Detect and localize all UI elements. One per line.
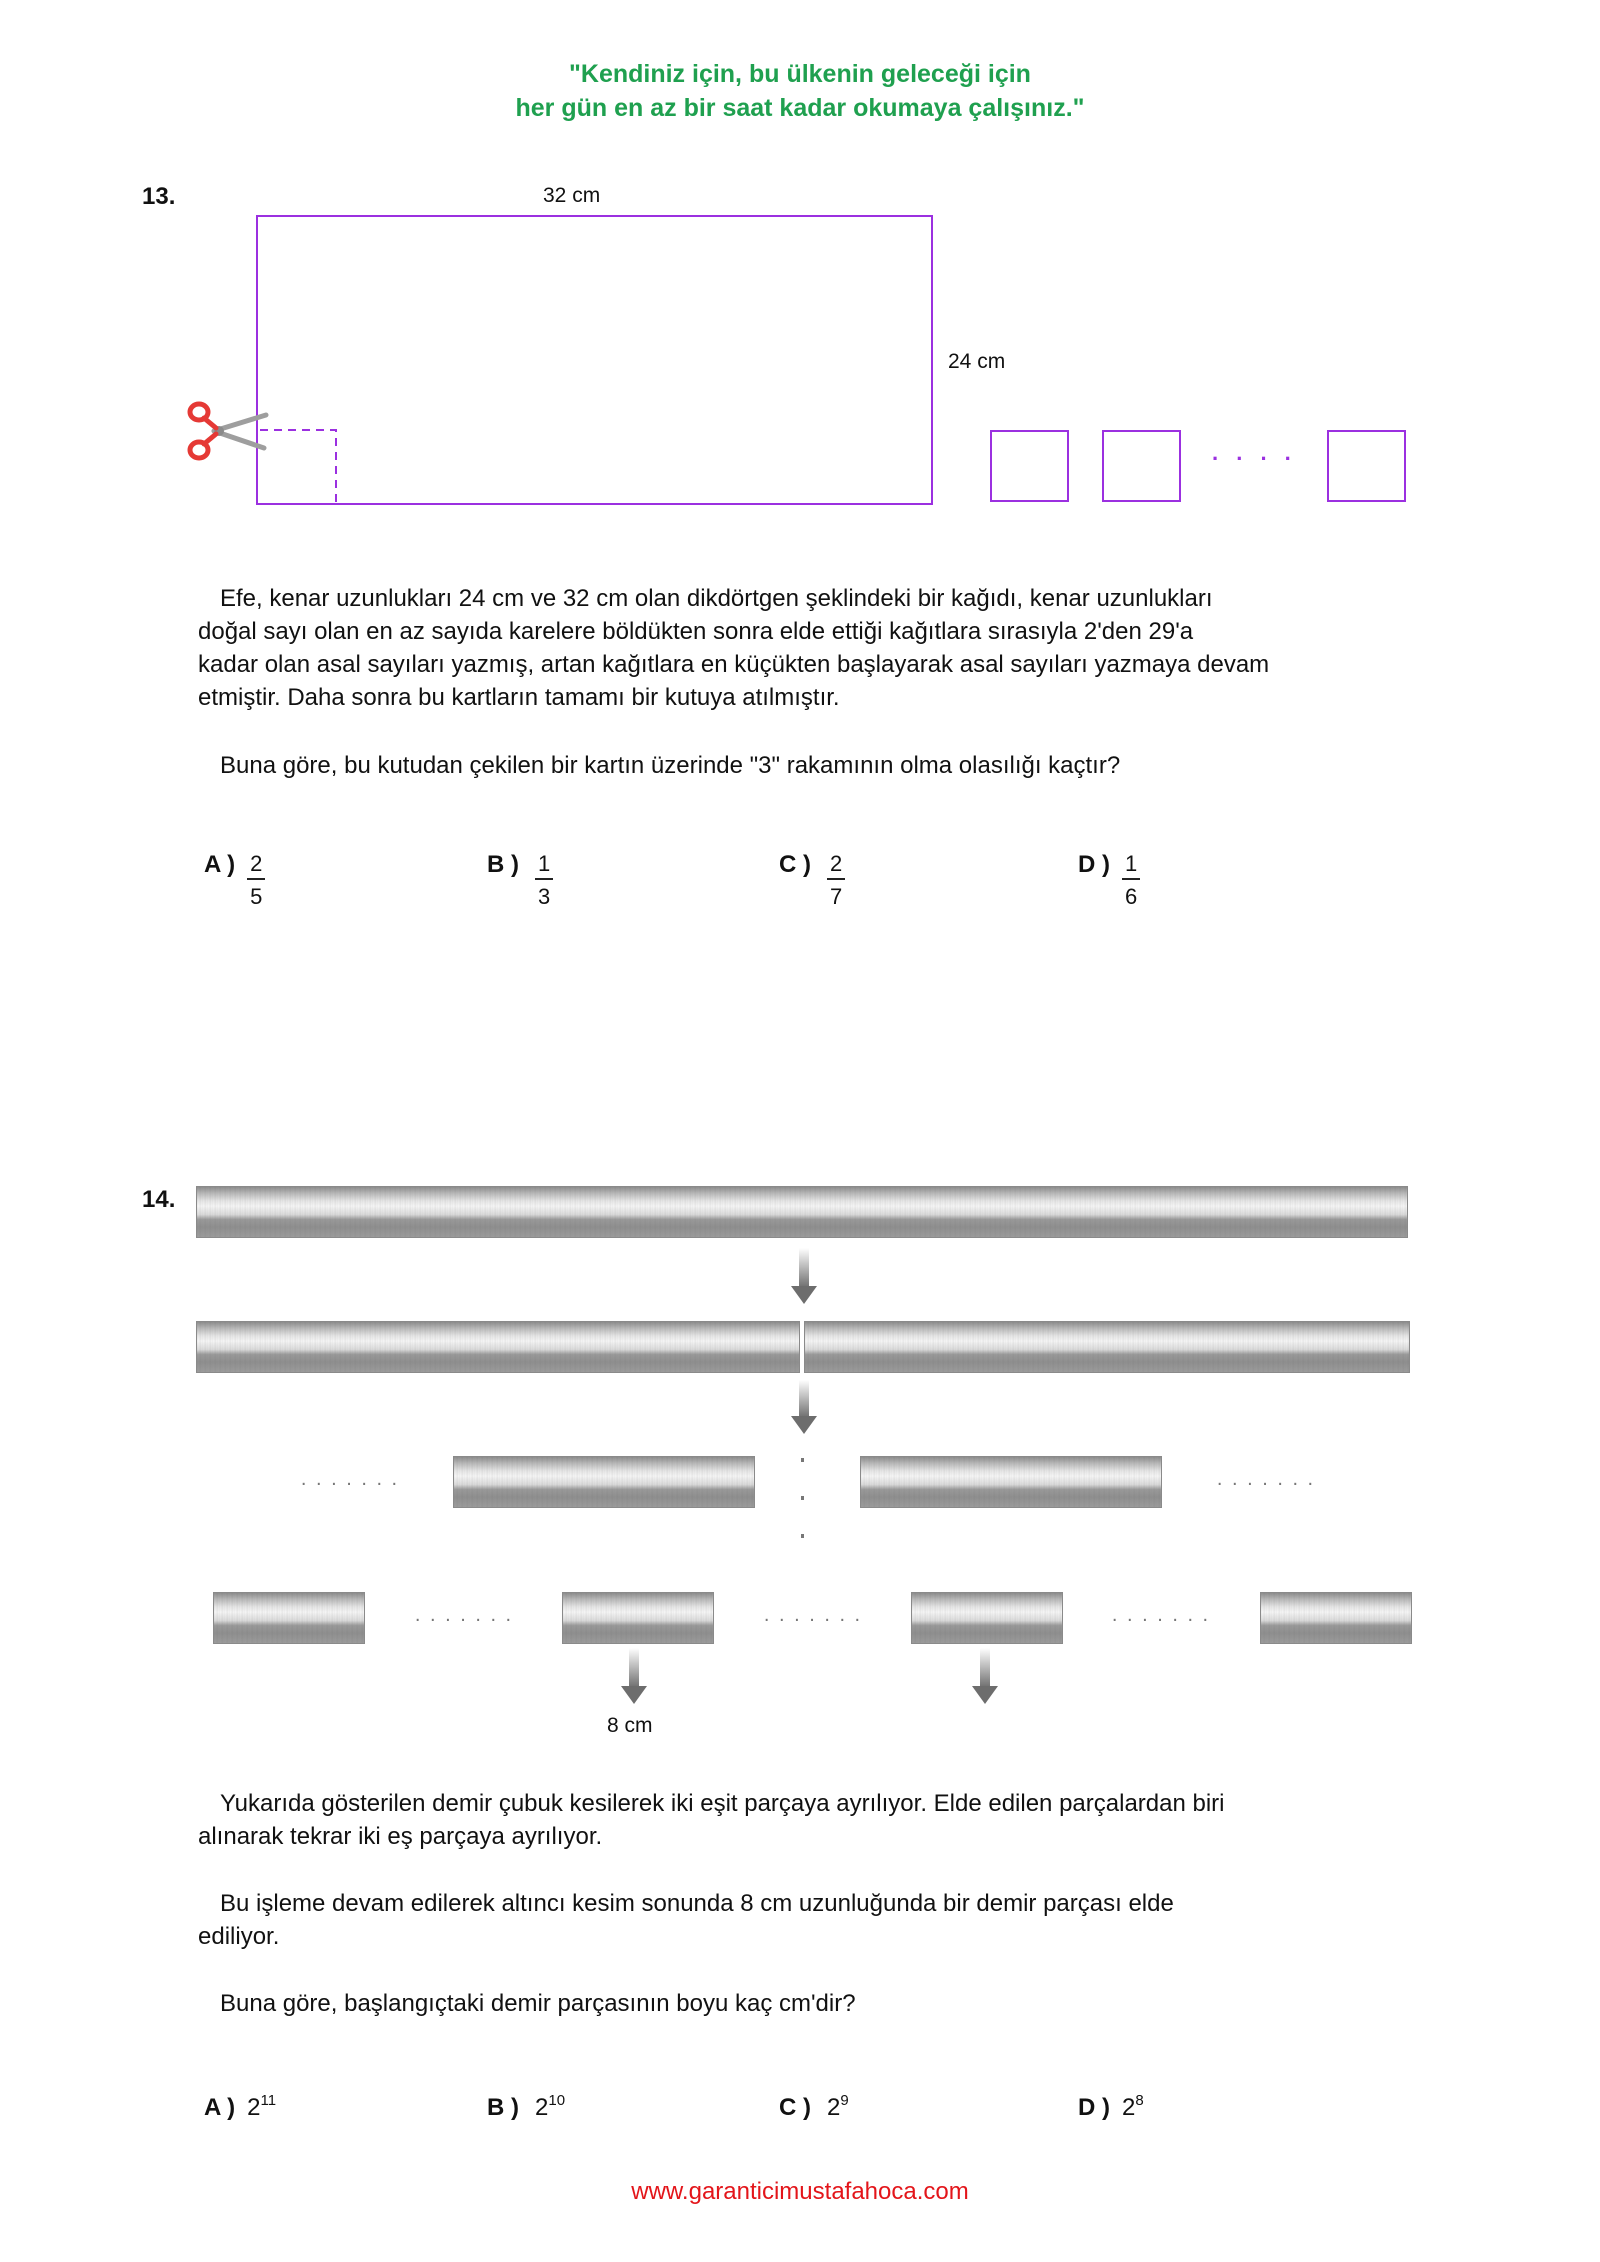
- height-label: 24 cm: [948, 350, 1006, 373]
- q13-line-3: kadar olan asal sayıları yazmış, artan kağıtlara en küçükten başlayarak asal sayıları yazmaya devam: [198, 651, 1270, 678]
- exponent: 9: [840, 2092, 849, 2109]
- small-square-2: [1102, 430, 1181, 502]
- exponent: 10: [548, 2092, 566, 2109]
- motto-line-2: her gün en az bir saat kadar okumaya çalışınız.": [515, 94, 1085, 122]
- base: 2: [247, 2094, 261, 2121]
- fraction: [535, 851, 553, 910]
- iron-rod-small-1: [213, 1592, 365, 1644]
- iron-rod-small-4: [1260, 1592, 1412, 1644]
- base: 2: [535, 2094, 549, 2121]
- iron-rod-full: [196, 1186, 1408, 1238]
- power-value: [535, 2092, 565, 2122]
- denominator: 3: [538, 884, 551, 909]
- small-square-1: [990, 430, 1069, 502]
- numerator: 1: [1122, 851, 1140, 880]
- q14-question: Buna göre, başlangıçtaki demir parçasının boyu kaç cm'dir?: [220, 1990, 856, 2017]
- row4-dots-2: . . . . . . .: [763, 1604, 863, 1626]
- iron-rod-half-left: [196, 1321, 800, 1373]
- row3-right-dots: . . . . . . .: [1216, 1468, 1316, 1490]
- q13-option-d[interactable]: [1078, 851, 1140, 910]
- denominator: 5: [250, 884, 263, 909]
- question-13-number: 13.: [142, 183, 176, 210]
- q14-p2-line-2: ediliyor.: [198, 1923, 280, 1950]
- q13-line-2: doğal sayı olan en az sayıda karelere böldükten sonra elde ettiği kağıtlara sırasıyla 2'den 29'a: [198, 618, 1194, 645]
- option-letter: A ): [204, 2094, 236, 2121]
- down-arrow-icon: [971, 1648, 999, 1706]
- fraction: [247, 851, 265, 910]
- vertical-dots: [801, 1458, 807, 1538]
- down-arrow-icon: [790, 1380, 818, 1438]
- row3-left-dots: . . . . . . .: [300, 1468, 400, 1490]
- q13-line-4: etmiştir. Daha sonra bu kartların tamamı bir kutuya atılmıştır.: [198, 684, 840, 711]
- power-value: [827, 2092, 849, 2122]
- base: 2: [1122, 2094, 1136, 2121]
- iron-rod-small-2: [562, 1592, 714, 1644]
- down-arrow-icon: [620, 1648, 648, 1706]
- option-letter: C ): [779, 851, 811, 878]
- q14-p1-line-1: Yukarıda gösterilen demir çubuk kesilerek iki eşit parçaya ayrılıyor. Elde edilen parçalardan biri: [220, 1790, 1225, 1817]
- option-letter: C ): [779, 2094, 811, 2121]
- option-letter: B ): [487, 851, 519, 878]
- exponent: 11: [260, 2092, 277, 2109]
- fraction: [1122, 851, 1140, 910]
- row4-dots-1: . . . . . . .: [414, 1604, 514, 1626]
- numerator: 1: [535, 851, 553, 880]
- squares-ellipsis: . . . .: [1212, 440, 1297, 465]
- iron-rod-quarter-left: [453, 1456, 755, 1508]
- paper-rectangle: [256, 215, 933, 505]
- option-letter: D ): [1078, 851, 1110, 878]
- piece-length-label: 8 cm: [607, 1714, 653, 1737]
- base: 2: [827, 2094, 841, 2121]
- q13-question: Buna göre, bu kutudan çekilen bir kartın üzerinde "3" rakamının olma olasılığı kaçtır?: [220, 752, 1121, 779]
- motto-line-1: "Kendiniz için, bu ülkenin geleceği için: [569, 60, 1031, 88]
- fraction: [827, 851, 845, 910]
- q13-line-1: Efe, kenar uzunlukları 24 cm ve 32 cm olan dikdörtgen şeklindeki bir kağıdı, kenar uzunlukları: [220, 585, 1213, 612]
- exponent: 8: [1135, 2092, 1144, 2109]
- power-value: [247, 2092, 276, 2122]
- option-letter: B ): [487, 2094, 519, 2121]
- iron-rod-quarter-right: [860, 1456, 1162, 1508]
- q14-p2-line-1: Bu işleme devam edilerek altıncı kesim sonunda 8 cm uzunluğunda bir demir parçası elde: [220, 1890, 1174, 1917]
- row4-dots-3: . . . . . . .: [1111, 1604, 1211, 1626]
- footer-url-link[interactable]: www.garanticimustafahoca.com: [631, 2178, 969, 2205]
- q13-option-c[interactable]: [779, 851, 845, 910]
- scissors-icon: [186, 398, 272, 464]
- down-arrow-icon: [790, 1248, 818, 1308]
- q14-p1-line-2: alınarak tekrar iki eş parçaya ayrılıyor.: [198, 1823, 603, 1850]
- width-label: 32 cm: [543, 184, 601, 207]
- q13-option-b[interactable]: [487, 851, 553, 910]
- numerator: 2: [247, 851, 265, 880]
- q14-paragraph-1: [198, 1787, 1438, 1853]
- q13-option-a[interactable]: [204, 851, 265, 910]
- iron-rod-small-3: [911, 1592, 1063, 1644]
- q14-option-c[interactable]: [779, 2092, 849, 2122]
- numerator: 2: [827, 851, 845, 880]
- denominator: 7: [830, 884, 843, 909]
- q13-paragraph: [198, 582, 1438, 714]
- iron-rod-half-right: [804, 1321, 1410, 1373]
- q14-option-b[interactable]: [487, 2092, 565, 2122]
- denominator: 6: [1125, 884, 1138, 909]
- q14-option-a[interactable]: [204, 2092, 276, 2122]
- option-letter: D ): [1078, 2094, 1110, 2121]
- question-14-number: 14.: [142, 1186, 176, 1213]
- q14-option-d[interactable]: [1078, 2092, 1144, 2122]
- option-letter: A ): [204, 851, 236, 878]
- power-value: [1122, 2092, 1144, 2122]
- small-square-last: [1327, 430, 1406, 502]
- q14-paragraph-2: [198, 1887, 1438, 1953]
